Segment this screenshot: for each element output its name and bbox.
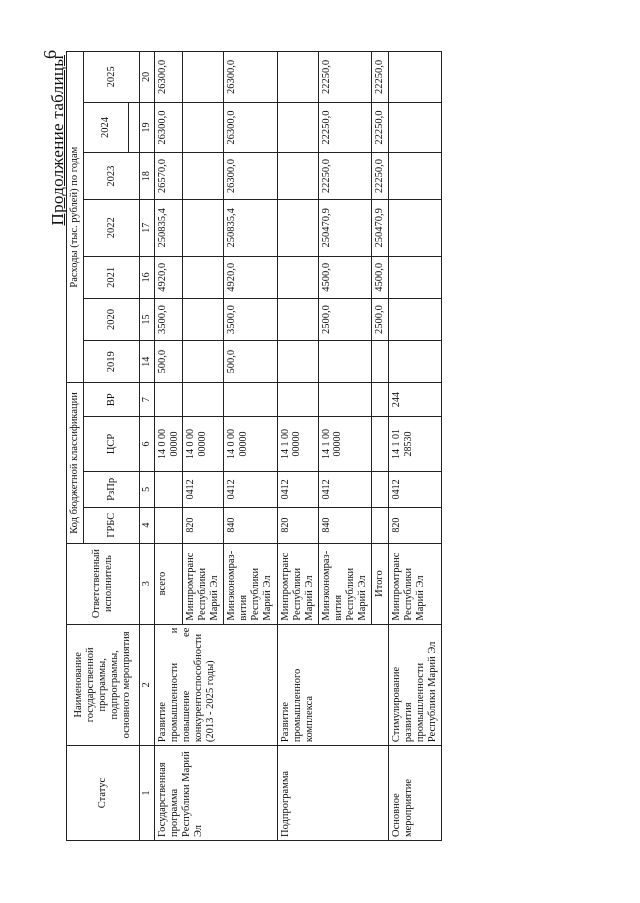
rzpr-cell: 0412 [224,471,277,507]
value-cell [318,341,371,383]
col-num: 7 [140,383,155,417]
value-cell: 22250,0 [371,52,388,103]
value-cell [389,199,442,256]
value-cell: 22250,0 [318,102,371,153]
header-year-2025: 2025 [84,52,140,103]
executor-cell: Минпромтранс Республики Марий Эл [277,543,318,624]
grbs-cell: 820 [183,507,224,543]
header-grbs: ГРБС [84,507,140,543]
rzpr-cell: 0412 [183,471,224,507]
header-executor: Ответственный исполнитель [67,543,140,624]
name-cell: Развитие промышленного комплекса [277,624,389,746]
csr-cell: 14 1 01 28530 [389,417,442,472]
value-cell: 3500,0 [155,298,183,340]
grbs-cell: 820 [389,507,442,543]
vr-cell [183,383,224,417]
rzpr-cell [371,471,388,507]
value-cell [277,199,318,256]
value-cell: 250470,9 [318,199,371,256]
value-cell [183,52,224,103]
header-year-2024: 2024 [84,102,129,153]
value-cell [183,102,224,153]
col-num: 15 [140,298,155,340]
value-cell: 26300,0 [155,102,183,153]
header-year-2021: 2021 [84,256,140,298]
table-row [155,52,183,841]
rzpr-cell: 0412 [389,471,442,507]
value-cell [277,102,318,153]
col-num: 16 [140,256,155,298]
value-cell [389,341,442,383]
grbs-cell: 840 [224,507,277,543]
executor-cell: всего [155,543,183,624]
col-num: 19 [140,102,155,153]
status-cell: Государственная программа Республики Марий Эл [155,746,277,841]
header-csr: ЦСР [84,417,140,472]
csr-cell: 14 1 00 00000 [318,417,371,472]
csr-cell: 14 0 00 00000 [183,417,224,472]
executor-cell: Минпромтранс Республики Марий Эл [389,543,442,624]
col-num: 6 [140,417,155,472]
csr-cell: 14 1 00 00000 [277,417,318,472]
value-cell [183,341,224,383]
grbs-cell: 820 [277,507,318,543]
vr-cell [277,383,318,417]
grbs-cell [155,507,183,543]
page-number: 6 [40,50,60,59]
value-cell [277,256,318,298]
header-year-2020: 2020 [84,298,140,340]
executor-cell: Минэкономраз-вития Республики Марий Эл [318,543,371,624]
table-row [277,52,318,841]
header-name: Наименование государственной программы, подпрограммы, основного мероприятия [67,624,140,746]
vr-cell [371,383,388,417]
value-cell [277,341,318,383]
header-expenses: Расходы (тыс. рублей) по годам [67,52,84,383]
header-vr: ВР [84,383,140,417]
value-cell [277,153,318,199]
value-cell: 250470,9 [371,199,388,256]
value-cell: 22250,0 [371,153,388,199]
value-cell: 26300,0 [224,153,277,199]
status-cell: Подпрограмма [277,746,389,841]
value-cell [389,256,442,298]
table-row [389,52,442,841]
value-cell: 4920,0 [224,256,277,298]
value-cell: 26300,0 [224,102,277,153]
vr-cell: 244 [389,383,442,417]
executor-cell: Минпромтранс Республики Марий Эл [183,543,224,624]
value-cell: 250835,4 [155,199,183,256]
value-cell [183,298,224,340]
value-cell: 4500,0 [318,256,371,298]
col-num: 3 [140,543,155,624]
value-cell [277,298,318,340]
csr-cell: 14 0 00 00000 [224,417,277,472]
value-cell: 500,0 [224,341,277,383]
header-budget-code: Код бюджетной классификации [67,383,84,543]
executor-cell: Минэкономраз-вития Республики Марий Эл [224,543,277,624]
value-cell: 26300,0 [155,52,183,103]
col-num: 18 [140,153,155,199]
value-cell: 3500,0 [224,298,277,340]
value-cell [183,199,224,256]
vr-cell [224,383,277,417]
header-year-2022: 2022 [84,199,140,256]
vr-cell [155,383,183,417]
header-year-2019: 2019 [84,341,140,383]
header-status: Статус [67,746,140,841]
col-num: 17 [140,199,155,256]
header-year-2023: 2023 [84,153,140,199]
value-cell [371,341,388,383]
value-cell: 2500,0 [371,298,388,340]
value-cell [389,52,442,103]
col-num: 2 [140,624,155,746]
csr-cell: 14 0 00 00000 [155,417,183,472]
value-cell: 26300,0 [224,52,277,103]
value-cell: 22250,0 [371,102,388,153]
header-rzpr: РзПр [84,471,140,507]
value-cell: 4500,0 [371,256,388,298]
col-num: 1 [140,746,155,841]
value-cell: 26570,0 [155,153,183,199]
grbs-cell [371,507,388,543]
continuation-title: Продолжение таблицы [48,55,67,226]
col-num: 5 [140,471,155,507]
value-cell: 22250,0 [318,52,371,103]
value-cell: 500,0 [155,341,183,383]
value-cell [183,153,224,199]
col-num: 20 [140,52,155,103]
value-cell: 250835,4 [224,199,277,256]
rzpr-cell: 0412 [318,471,371,507]
col-num: 4 [140,507,155,543]
value-cell [389,102,442,153]
grbs-cell: 840 [318,507,371,543]
budget-table [66,51,442,841]
name-cell: Развитие промышленности и повышение ее конкурентоспособности (2013 - 2025 годы) [155,624,277,746]
csr-cell [371,417,388,472]
value-cell: 4920,0 [155,256,183,298]
value-cell [389,153,442,199]
rzpr-cell [155,471,183,507]
value-cell: 2500,0 [318,298,371,340]
status-cell: Основное мероприятие [389,746,442,841]
name-cell: Стимулирование развития промышленности Республики Марий Эл [389,624,442,746]
value-cell: 22250,0 [318,153,371,199]
rzpr-cell: 0412 [277,471,318,507]
value-cell [389,298,442,340]
vr-cell [318,383,371,417]
col-num: 14 [140,341,155,383]
value-cell [277,52,318,103]
value-cell [183,256,224,298]
executor-cell: Итого [371,543,388,624]
